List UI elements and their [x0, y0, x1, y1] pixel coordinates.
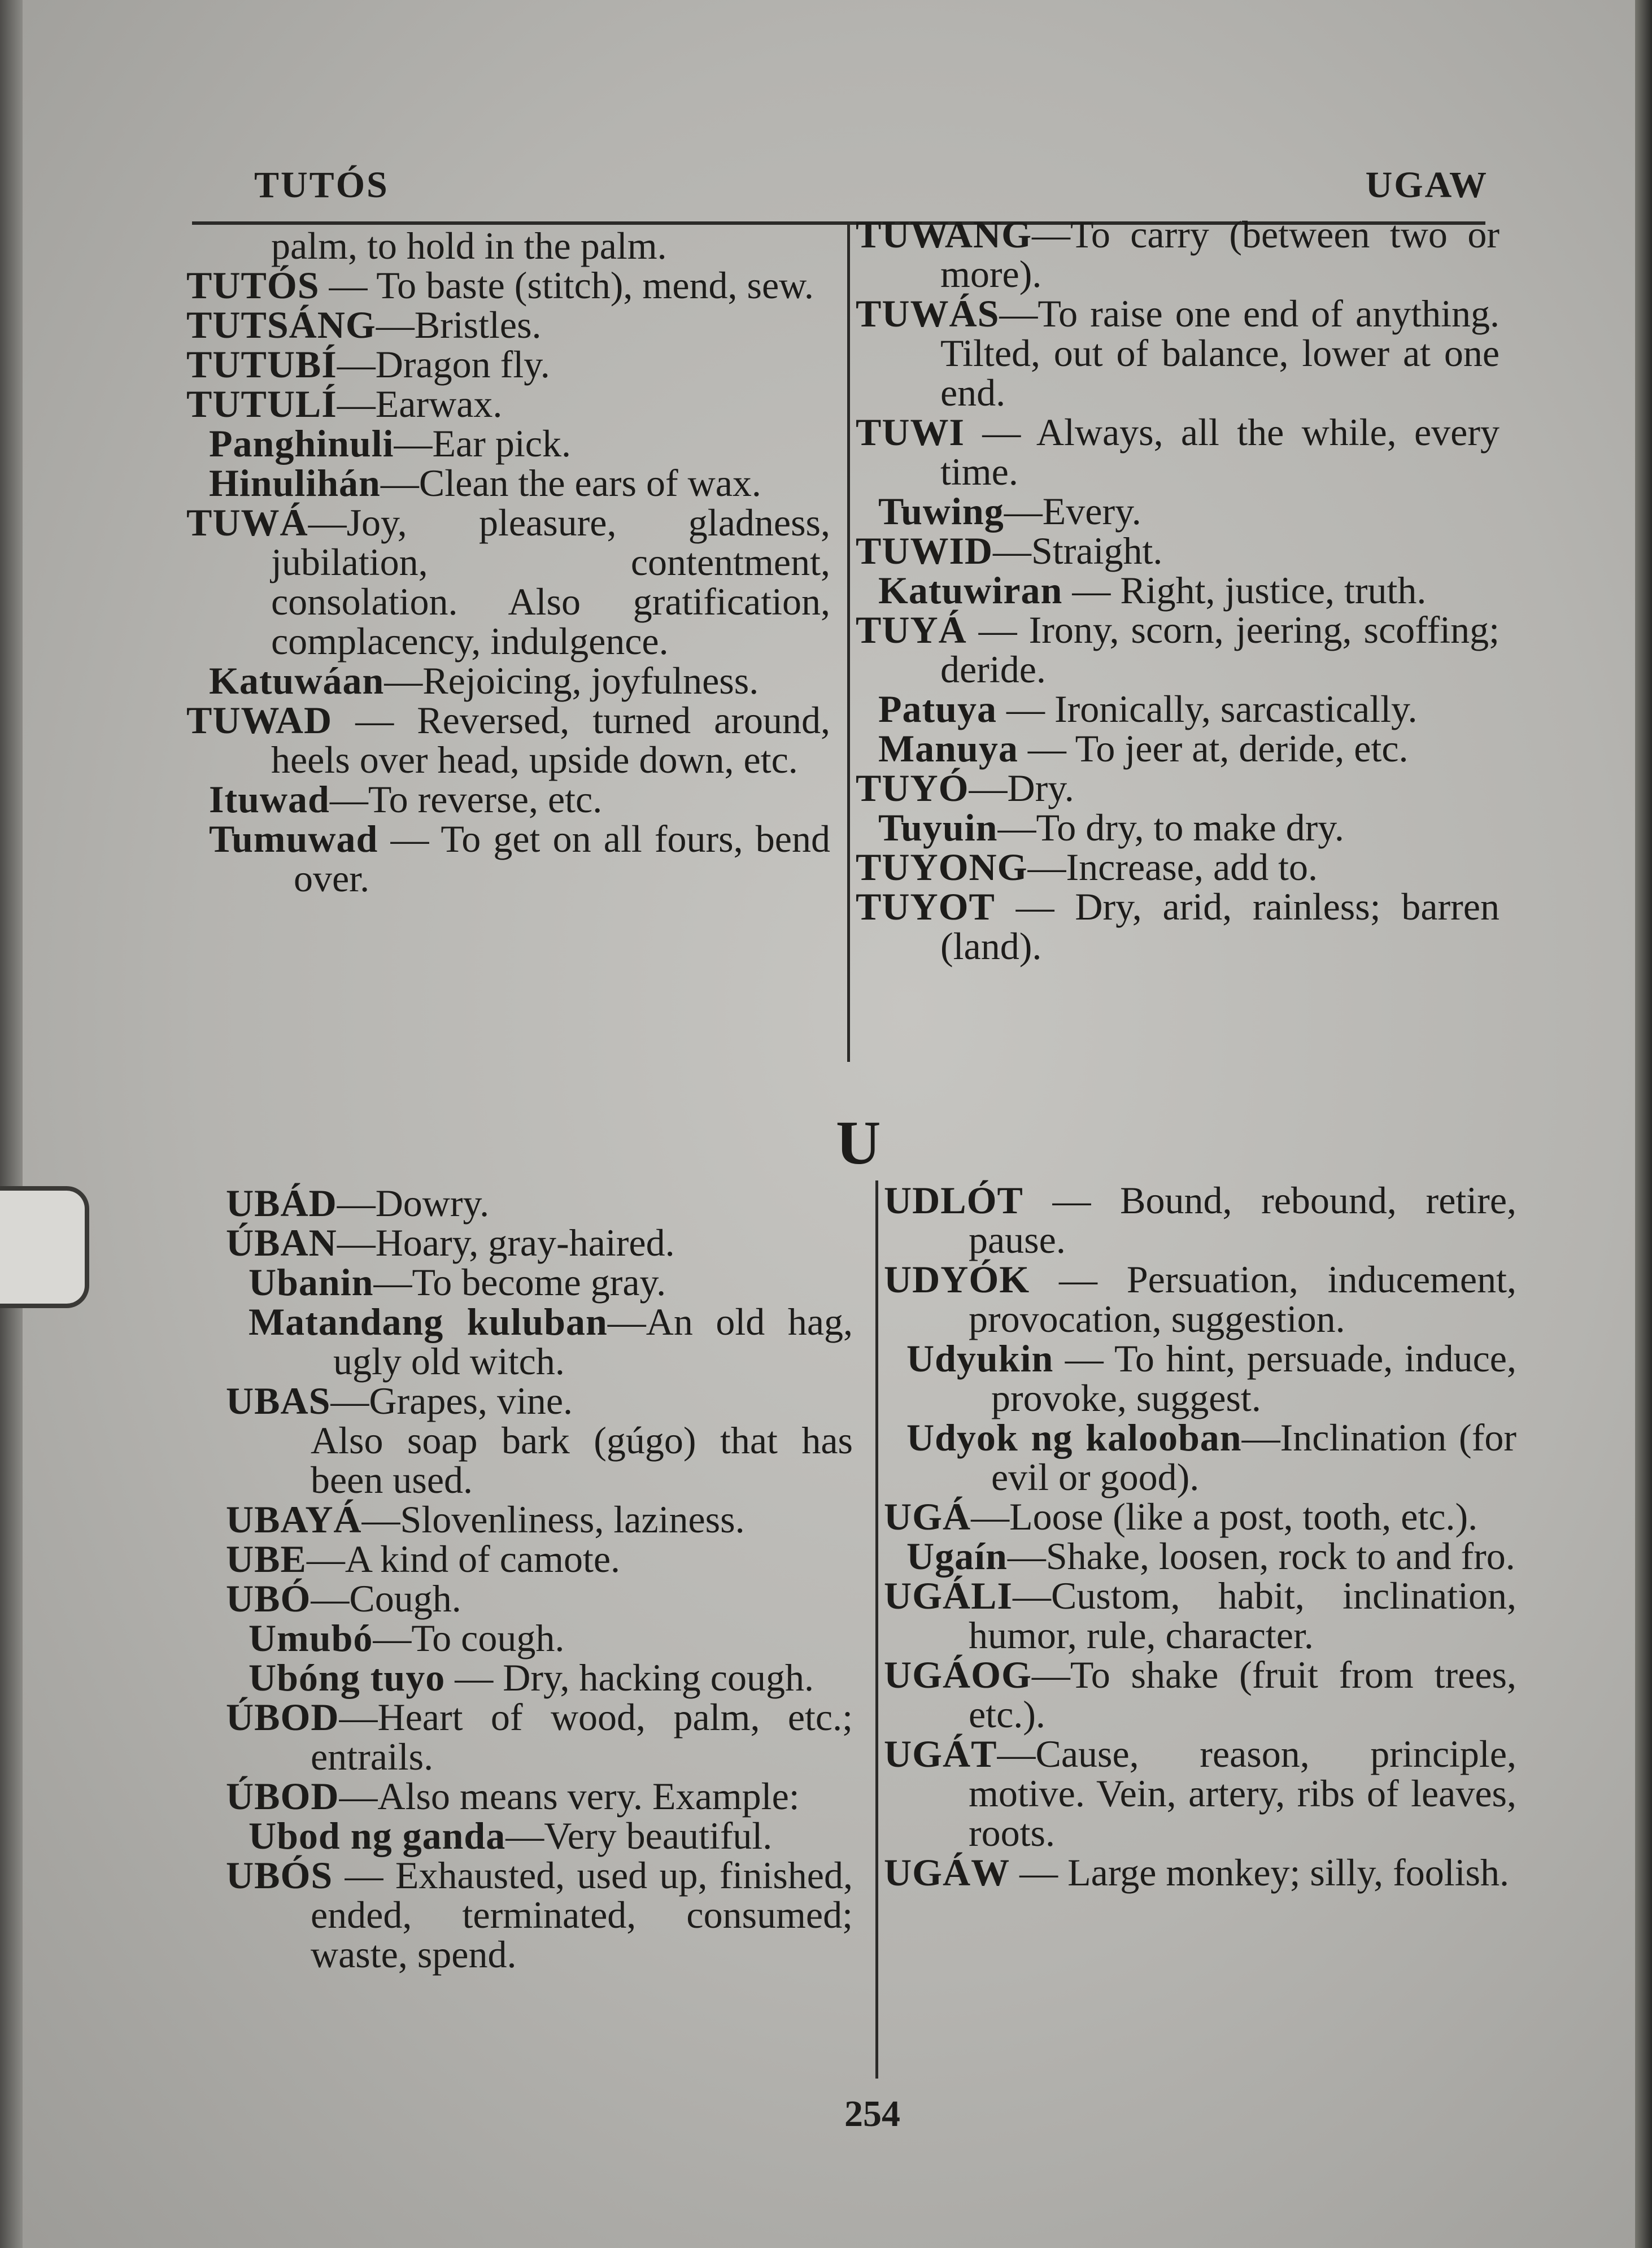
definition: — Large monkey; silly, foolish.	[1010, 1851, 1510, 1894]
column-top-left	[186, 226, 830, 898]
headword: TUYÁ	[856, 608, 967, 651]
headword: TUTULÍ	[186, 382, 337, 425]
headword: UBAYÁ	[226, 1498, 362, 1541]
sub-entry	[856, 729, 1500, 768]
sub-entry	[856, 808, 1500, 847]
definition: — To hint, persuade, induce, provoke, suggest.	[991, 1337, 1516, 1419]
definition: —Very beautiful.	[505, 1814, 773, 1857]
headword: Katuwiran	[878, 569, 1063, 612]
column-top-right	[856, 215, 1500, 966]
definition: —Earwax.	[337, 382, 503, 425]
entry-continuation	[186, 226, 830, 265]
dictionary-entry	[856, 294, 1500, 412]
sub-entry	[226, 1658, 853, 1697]
section-letter: U	[836, 1108, 881, 1177]
dictionary-entry	[226, 1183, 853, 1223]
dictionary-entry	[186, 305, 830, 345]
page-number: 254	[844, 2093, 900, 2134]
dictionary-entry	[186, 503, 830, 661]
headword: UGÁT	[884, 1732, 997, 1775]
dictionary-entry	[226, 1776, 853, 1816]
dictionary-entry	[856, 768, 1500, 808]
sub-entry	[884, 1536, 1516, 1576]
headword: Ubod ng ganda	[249, 1814, 506, 1857]
definition: — Bound, rebound, retire, pause.	[969, 1179, 1516, 1261]
dictionary-entry	[856, 887, 1500, 966]
headword: TUYOT	[856, 885, 995, 928]
definition: —A kind of camote.	[306, 1537, 621, 1580]
definition: —Cough.	[311, 1577, 461, 1620]
sub-entry	[186, 819, 830, 898]
dictionary-entry	[856, 847, 1500, 887]
headword: Patuya	[878, 687, 997, 730]
headword: TUWANG	[856, 213, 1032, 256]
sub-entry	[226, 1816, 853, 1855]
definition: —Custom, habit, inclination, humor, rule, character.	[969, 1574, 1516, 1657]
definition: —Cause, reason, principle, motive. Vein, artery, ribs of leaves, roots.	[969, 1732, 1516, 1854]
headword: UGÁW	[884, 1851, 1010, 1894]
headword: TUWÁ	[186, 501, 308, 544]
headword: UBÁD	[226, 1182, 337, 1225]
definition: —Bristles.	[376, 303, 542, 346]
headword: Ubanin	[249, 1261, 374, 1304]
headword: Tuwing	[878, 490, 1004, 533]
headword: TUWI	[856, 411, 965, 454]
definition: palm, to hold in the palm.	[271, 224, 667, 267]
definition: —To raise one end of anything. Tilted, out of balance, lower at one end.	[940, 292, 1500, 414]
dictionary-entry	[884, 1260, 1516, 1339]
dictionary-entry	[186, 345, 830, 384]
headword: Ituwad	[209, 778, 330, 821]
headword: Matandang kuluban	[249, 1300, 608, 1343]
definition: — To get on all fours, bend over.	[294, 817, 830, 900]
headword: TUTSÁNG	[186, 303, 376, 346]
dictionary-entry	[884, 1576, 1516, 1655]
column-divider-bottom	[875, 1180, 878, 2079]
sub-entry	[856, 491, 1500, 531]
dictionary-entry	[226, 1855, 853, 1974]
headword: Manuya	[878, 727, 1018, 770]
column-bottom-left	[226, 1183, 853, 1974]
sub-entry	[884, 1418, 1516, 1497]
headword: UGÁ	[884, 1495, 971, 1538]
definition: —Increase, add to.	[1027, 846, 1318, 888]
headword: TUTUBÍ	[186, 343, 337, 386]
definition: — Dry, hacking cough.	[445, 1656, 814, 1699]
dictionary-entry	[226, 1697, 853, 1776]
dictionary-entry	[884, 1734, 1516, 1853]
headword: TUWID	[856, 529, 993, 572]
sub-entry	[186, 424, 830, 463]
dictionary-entry	[186, 700, 830, 779]
dictionary-entry	[226, 1500, 853, 1539]
dictionary-entry	[884, 1853, 1516, 1892]
definition: — To jeer at, deride, etc.	[1018, 727, 1409, 770]
definition: —Inclination (for evil or good).	[991, 1416, 1516, 1498]
definition: —Straight.	[993, 529, 1163, 572]
headword: TUTÓS	[186, 264, 320, 307]
dictionary-entry	[186, 265, 830, 305]
definition: —To carry (between two or more).	[940, 213, 1500, 295]
headword: UGÁLI	[884, 1574, 1013, 1617]
definition: — Reversed, turned around, heels over head, upside down, etc.	[271, 699, 830, 781]
dictionary-entry	[856, 531, 1500, 570]
entry-continuation	[226, 1421, 853, 1500]
thumb-index-tab	[0, 1186, 89, 1308]
definition: —Grapes, vine.	[330, 1379, 573, 1422]
headword: ÚBOD	[226, 1775, 339, 1818]
headword: UBÓS	[226, 1854, 333, 1897]
definition: —Clean the ears of wax.	[380, 461, 761, 504]
headword: Udyok ng kalooban	[906, 1416, 1242, 1459]
headword: Umubó	[249, 1617, 373, 1659]
headword: ÚBAN	[226, 1221, 337, 1264]
definition: —Every.	[1004, 490, 1141, 533]
definition: —Dry.	[969, 766, 1074, 809]
headword: Hinulihán	[209, 461, 381, 504]
running-head-left: TUTÓS	[254, 164, 389, 206]
definition: — Dry, arid, rainless; barren (land).	[940, 885, 1500, 968]
definition: — Exhausted, used up, finished, ended, terminated, consumed; waste, spend.	[311, 1854, 853, 1976]
dictionary-entry	[226, 1539, 853, 1579]
headword: TUWAD	[186, 699, 333, 742]
headword: Katuwáan	[209, 659, 385, 702]
definition: —Rejoicing, joyfulness.	[384, 659, 759, 702]
definition: —To shake (fruit from trees, etc.).	[969, 1653, 1516, 1736]
column-bottom-right	[884, 1180, 1516, 1892]
definition: —To cough.	[373, 1617, 565, 1659]
headword: UBÓ	[226, 1577, 311, 1620]
definition: — Always, all the while, every time.	[940, 411, 1500, 493]
definition: —Ear pick.	[394, 422, 571, 465]
headword: Ugaín	[906, 1535, 1008, 1578]
definition: —Heart of wood, palm, etc.; entrails.	[311, 1696, 853, 1778]
column-divider-top	[847, 223, 850, 1062]
headword: Tumuwad	[209, 817, 378, 860]
headword: UBE	[226, 1537, 307, 1580]
definition: —An old hag, ugly old witch.	[333, 1300, 853, 1383]
headword: Tuyuin	[878, 806, 998, 849]
sub-entry	[856, 570, 1500, 610]
sub-entry	[856, 689, 1500, 729]
definition: — To baste (stitch), mend, sew.	[319, 264, 814, 307]
headword: UDLÓT	[884, 1179, 1023, 1222]
definition: —Loose (like a post, tooth, etc.).	[971, 1495, 1478, 1538]
definition: — Irony, scorn, jeering, scoffing; deride.	[940, 608, 1500, 691]
definition: —Dragon fly.	[337, 343, 550, 386]
dictionary-entry	[226, 1381, 853, 1421]
headword: UBAS	[226, 1379, 331, 1422]
dictionary-entry	[226, 1223, 853, 1262]
definition: —Shake, loosen, rock to and fro.	[1007, 1535, 1515, 1578]
dictionary-entry	[186, 384, 830, 424]
dictionary-entry	[884, 1655, 1516, 1734]
dictionary-entry	[856, 215, 1500, 294]
definition: —To become gray.	[373, 1261, 666, 1304]
dictionary-entry	[856, 610, 1500, 689]
dictionary-entry	[884, 1497, 1516, 1536]
dictionary-entry	[856, 412, 1500, 491]
definition: — Ironically, sarcastically.	[997, 687, 1418, 730]
headword: Panghinuli	[209, 422, 394, 465]
book-spine-shadow	[0, 0, 23, 2248]
headword: TUYONG	[856, 846, 1028, 888]
definition: Also soap bark (gúgo) that has been used.	[311, 1419, 853, 1501]
definition: — Right, justice, truth.	[1062, 569, 1427, 612]
definition: —To dry, to make dry.	[997, 806, 1344, 849]
sub-entry	[884, 1339, 1516, 1418]
headword: ÚBOD	[226, 1696, 339, 1739]
dictionary-entry	[226, 1579, 853, 1618]
definition: —Also means very. Example:	[339, 1775, 800, 1818]
headword: UGÁOG	[884, 1653, 1032, 1696]
running-head-right: UGAW	[1365, 164, 1488, 206]
headword: Ubóng tuyo	[249, 1656, 446, 1699]
sub-entry	[186, 463, 830, 503]
definition: — Persuation, inducement, provocation, suggestion.	[969, 1258, 1516, 1340]
headword: TUWÁS	[856, 292, 1000, 335]
headword: Udyukin	[906, 1337, 1054, 1380]
dictionary-entry	[884, 1180, 1516, 1260]
sub-entry	[226, 1302, 853, 1381]
page-edge-shadow	[1635, 0, 1652, 2248]
headword: UDYÓK	[884, 1258, 1030, 1301]
definition: —To reverse, etc.	[329, 778, 603, 821]
sub-entry	[186, 779, 830, 819]
headword: TUYÓ	[856, 766, 969, 809]
sub-entry	[226, 1262, 853, 1302]
definition: —Hoary, gray-haired.	[337, 1221, 675, 1264]
sub-entry	[186, 661, 830, 700]
sub-entry	[226, 1618, 853, 1658]
definition: —Joy, pleasure, gladness, jubilation, contentment, consolation. Also gratification, complacency, indulgence.	[271, 501, 830, 663]
definition: —Slovenliness, laziness.	[361, 1498, 745, 1541]
definition: —Dowry.	[337, 1182, 490, 1225]
